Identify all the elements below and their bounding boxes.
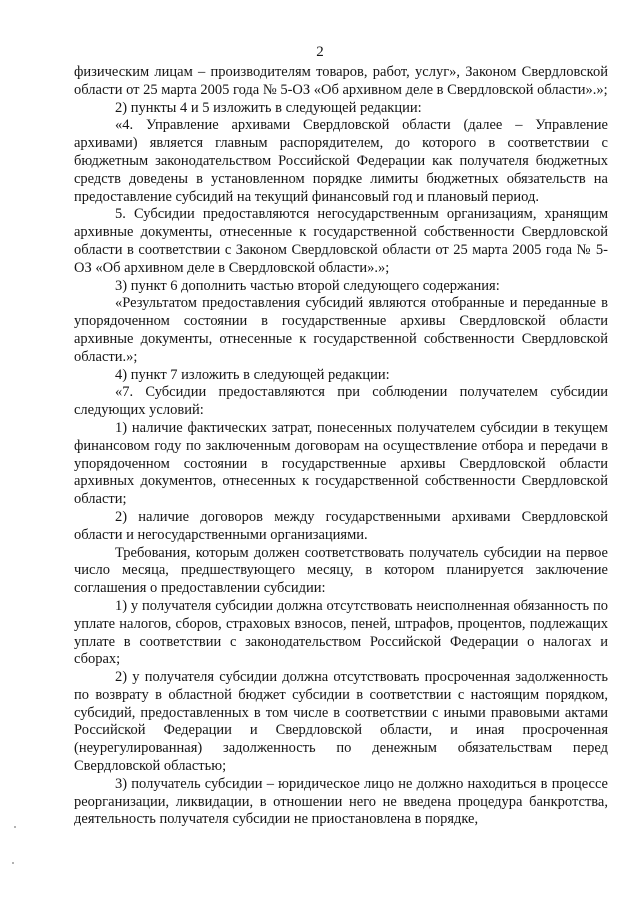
paragraph: 5. Субсидии предоставляются негосударственным организациям, хранящим архивные документы, отнесенные к государственной собственности Свердловской области в соответствии с Законом Свердловской области от 25 марта 2005 года № 5-ОЗ «Об архивном деле в Свердловской области».»; bbox=[74, 206, 608, 276]
paragraph: 1) у получателя субсидии должна отсутствовать неисполненная обязанность по уплате налогов, сборов, страховых взносов, пеней, штрафов, процентов, подлежащих уплате в соответствии с законодательством Российской Федерации о налогах и сборах; bbox=[74, 597, 608, 668]
scan-speck bbox=[14, 826, 16, 828]
paragraph: физическим лицам – производителям товаров, работ, услуг», Законом Свердловской области от 25 марта 2005 года № 5-ОЗ «Об архивном деле в Свердловской области».»; bbox=[74, 64, 608, 98]
paragraph: 3) пункт 6 дополнить частью второй следующего содержания: bbox=[115, 277, 500, 294]
paragraph: «Результатом предоставления субсидий являются отобранные и переданные в упорядоченном состоянии в государственные архивы Свердловской области архивные документы, отнесенные к государственной собственности Свердловской области.»; bbox=[74, 295, 608, 365]
paragraph: «7. Субсидии предоставляются при соблюдении получателем субсидии следующих условий: bbox=[74, 384, 608, 419]
scan-speck bbox=[12, 862, 14, 864]
paragraph: 4) пункт 7 изложить в следующей редакции: bbox=[115, 366, 390, 383]
paragraph: 2) пункты 4 и 5 изложить в следующей редакции: bbox=[115, 99, 422, 116]
paragraph: 3) получатель субсидии – юридическое лицо не должно находиться в процессе реорганизации, ликвидации, в отношении него не введена процедура банкротства, деятельность получателя субсидии не приостановлена в порядке, bbox=[74, 775, 608, 828]
paragraph: 2) наличие договоров между государственными архивами Свердловской области и негосударственными организациями. bbox=[74, 508, 608, 543]
paragraph: «4. Управление архивами Свердловской области (далее – Управление архивами) является главным распорядителем, до которого в соответствии с бюджетным законодательством Российской Федерации как получателя бюджетных средств доведены в установленном порядке лимиты бюджетных обязательств на предоставление субсидий на текущий финансовый год и плановый период. bbox=[74, 117, 608, 205]
paragraph: 2) у получателя субсидии должна отсутствовать просроченная задолженность по возврату в областной бюджет субсидии в соответствии с настоящим порядком, субсидий, предоставленных в том числе в соответствии с иными правовыми актами Российской Федерации и Свердловской области, и иная просроченная (неурегулированная) задолженность по денежным обязательствам перед Свердловской областью; bbox=[74, 669, 608, 775]
page-number: 2 bbox=[316, 44, 324, 60]
paragraph: Требования, которым должен соответствовать получатель субсидии на первое число месяца, предшествующего месяцу, в котором планируется заключение соглашения о предоставлении субсидии: bbox=[74, 544, 608, 597]
paragraph: 1) наличие фактических затрат, понесенных получателем субсидии в текущем финансовом году по заключенным договорам на осуществление отбора и передачи в упорядоченном состоянии в государственные архивы Свердловской области архивных документов, отнесенных к государственной собственности Свердловской области; bbox=[74, 419, 608, 508]
document-body bbox=[74, 64, 608, 829]
